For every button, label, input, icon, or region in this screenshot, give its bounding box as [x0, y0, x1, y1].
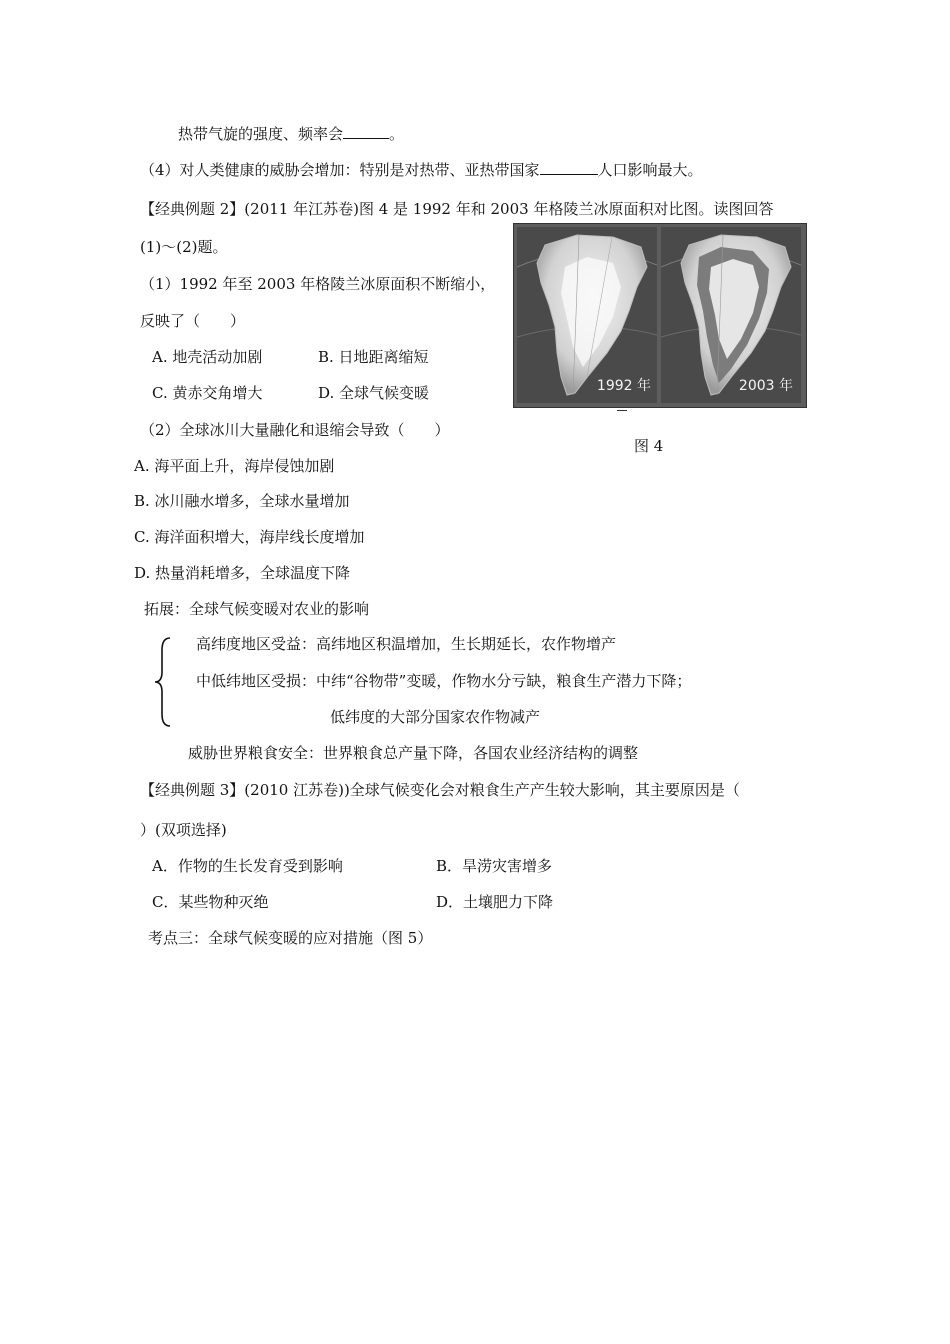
option-b[interactable]: B. 日地距离缩短: [318, 348, 429, 366]
option-c[interactable]: C．某些物种灭绝: [152, 893, 269, 911]
answer-blank[interactable]: [540, 160, 598, 175]
key-point-3: 考点三：全球气候变暖的应对措施（图 5）: [148, 929, 433, 947]
option-a[interactable]: A. 地壳活动加剧: [152, 348, 263, 366]
option-b[interactable]: B. 冰川融水增多，全球水量增加: [134, 492, 350, 510]
option-c[interactable]: C. 海洋面积增大，海岸线长度增加: [134, 528, 365, 546]
option-d[interactable]: D．土壤肥力下降: [436, 893, 554, 911]
text-line: 热带气旋的强度、频率会 。: [178, 125, 405, 143]
figure-tick-mark: [617, 410, 627, 411]
greenland-1992-map: [517, 227, 657, 403]
curly-brace: [152, 636, 174, 728]
option-d[interactable]: D. 全球气候变暖: [318, 384, 430, 402]
greenland-2003-map: [661, 227, 801, 403]
extension-line-2: 中低纬地区受损：中纬“谷物带”变暖，作物水分亏缺，粮食生产潜力下降；: [196, 672, 692, 690]
extension-line-3: 低纬度的大部分国家农作物减产: [330, 708, 541, 726]
question-2: （2）全球冰川大量融化和退缩会导致（ ）: [140, 421, 450, 439]
option-b[interactable]: B．旱涝灾害增多: [436, 857, 553, 875]
year-label-2003: 2003 年: [738, 378, 793, 394]
example-3-heading: 【经典例题 3】(2010 江苏卷))全球气候变化会对粮食生产产生较大影响，其主要原因是（: [140, 781, 740, 799]
answer-blank[interactable]: [343, 124, 389, 139]
example-3-continuation: ）(双项选择): [140, 821, 227, 839]
text-line: （4）对人类健康的威胁会增加：特别是对热带、亚热带国家 人口影响最大。: [140, 161, 703, 179]
extension-title: 拓展：全球气候变暖对农业的影响: [144, 600, 370, 618]
figure-caption: 图 4: [634, 437, 664, 455]
example-2-continuation: (1)～(2)题。: [140, 238, 228, 256]
question-1: （1）1992 年至 2003 年格陵兰冰原面积不断缩小，: [140, 275, 496, 293]
option-d[interactable]: D. 热量消耗增多，全球温度下降: [134, 564, 351, 582]
greenland-comparison-figure: [513, 223, 807, 408]
question-1-cont: 反映了（ ）: [140, 312, 246, 330]
option-a[interactable]: A．作物的生长发育受到影响: [152, 857, 343, 875]
option-a[interactable]: A. 海平面上升，海岸侵蚀加剧: [134, 457, 335, 475]
year-label-1992: 1992 年: [596, 378, 651, 394]
extension-line-1: 高纬度地区受益：高纬地区积温增加，生长期延长，农作物增产: [196, 635, 617, 653]
example-2-heading: 【经典例题 2】(2011 年江苏卷)图 4 是 1992 年和 2003 年格陵兰冰原面积对比图。读图回答: [140, 200, 774, 218]
extension-line-4: 威胁世界粮食安全：世界粮食总产量下降，各国农业经济结构的调整: [188, 744, 639, 762]
option-c[interactable]: C. 黄赤交角增大: [152, 384, 263, 402]
